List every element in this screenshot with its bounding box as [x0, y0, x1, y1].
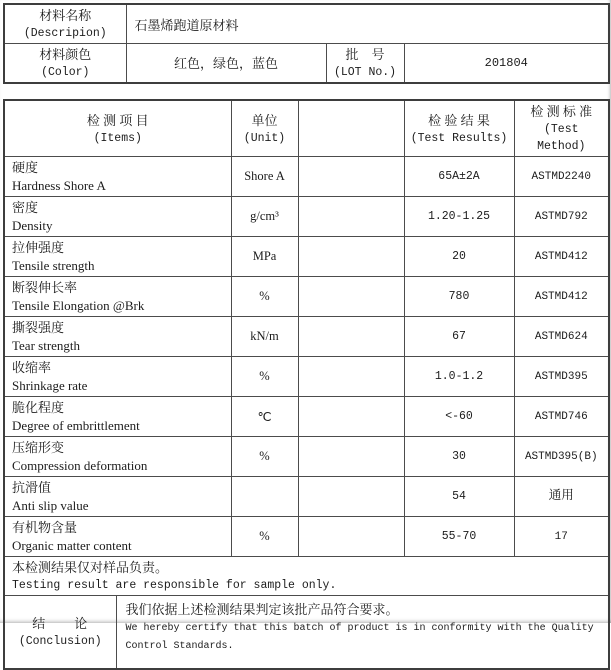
item-zh: 脆化程度 [12, 400, 65, 415]
conclusion-row [4, 596, 609, 670]
material-name-label-zh: 材料名称 [39, 8, 92, 23]
item-zh: 拉伸强度 [12, 240, 65, 255]
result-cell: <-60 [404, 397, 514, 437]
unit-cell: g/cm³ [231, 197, 298, 237]
unit-cell: % [231, 517, 298, 557]
lot-number-label [326, 44, 404, 84]
item-en: Organic matter content [12, 538, 132, 553]
unit-cell: ℃ [231, 397, 298, 437]
item-zh: 硬度 [12, 160, 39, 175]
conclusion-text-en: We hereby certify that this batch of product is in conformity with the Quality Control Standards. [125, 623, 594, 652]
item-zh: 撕裂强度 [12, 320, 65, 335]
results-header-row [4, 100, 609, 157]
item-en: Shrinkage rate [12, 378, 88, 393]
item-name-cell [4, 197, 231, 237]
test-row-shrinkage [4, 357, 609, 397]
test-row-hardness [4, 157, 609, 197]
blank-cell [298, 437, 404, 477]
item-zh: 压缩形变 [12, 440, 65, 455]
material-color-label [4, 44, 126, 84]
blank-cell [298, 357, 404, 397]
conclusion-label [4, 596, 116, 670]
blank-cell [298, 157, 404, 197]
item-name-cell [4, 357, 231, 397]
item-zh: 断裂伸长率 [12, 280, 78, 295]
col-header-items-zh: 检 测 项 目 [86, 112, 149, 128]
method-cell: ASTMD792 [514, 197, 609, 237]
col-header-items [4, 100, 231, 157]
test-row-tear-strength [4, 317, 609, 357]
test-results-table [3, 99, 610, 670]
unit-cell: % [231, 437, 298, 477]
result-cell: 1.20-1.25 [404, 197, 514, 237]
material-name-label-en: (Descripion) [23, 27, 107, 40]
col-header-results-en: (Test Results) [410, 131, 508, 145]
unit-cell: % [231, 277, 298, 317]
material-info-table [3, 3, 610, 84]
note-line-en: Testing result are responsible for sample only. [12, 579, 337, 592]
result-cell: 20 [404, 237, 514, 277]
item-name-cell [4, 437, 231, 477]
method-cell: ASTMD624 [514, 317, 609, 357]
item-zh: 密度 [12, 200, 39, 215]
result-cell: 65A±2A [404, 157, 514, 197]
material-color-label-zh: 材料颜色 [39, 47, 92, 62]
item-name-cell [4, 157, 231, 197]
result-cell: 55-70 [404, 517, 514, 557]
conclusion-label-en: (Conclusion) [18, 635, 102, 648]
lot-number-label-en: (LOT No.) [333, 66, 397, 79]
item-zh: 抗滑值 [12, 480, 52, 495]
note-row [4, 557, 609, 596]
material-color-row [4, 44, 609, 84]
item-name-cell [4, 477, 231, 517]
item-name-cell [4, 277, 231, 317]
conclusion-text [116, 596, 609, 670]
method-cell: 通用 [514, 477, 609, 517]
item-zh: 有机物含量 [12, 520, 78, 535]
item-en: Tensile Elongation @Brk [12, 298, 145, 313]
conclusion-label-zh: 结 论 [32, 616, 89, 631]
test-row-embrittlement [4, 397, 609, 437]
lot-number-value: 201804 [404, 44, 609, 84]
test-row-organic-content [4, 517, 609, 557]
blank-cell [298, 517, 404, 557]
unit-cell: Shore A [231, 157, 298, 197]
item-en: Hardness Shore A [12, 178, 106, 193]
col-header-method-en: (Test Method) [537, 123, 586, 153]
material-color-value: 红色，绿色，蓝色 [126, 44, 326, 84]
item-en: Compression deformation [12, 458, 148, 473]
col-header-blank [298, 100, 404, 157]
item-name-cell [4, 317, 231, 357]
method-cell: ASTMD395 [514, 357, 609, 397]
col-header-results [404, 100, 514, 157]
unit-cell: % [231, 357, 298, 397]
method-cell: ASTMD412 [514, 277, 609, 317]
item-en: Anti slip value [12, 498, 89, 513]
col-header-items-en: (Items) [93, 131, 142, 145]
test-row-anti-slip [4, 477, 609, 517]
col-header-results-zh: 检 验 结 果 [428, 112, 490, 128]
result-cell: 54 [404, 477, 514, 517]
material-name-row [4, 4, 609, 44]
result-cell: 1.0-1.2 [404, 357, 514, 397]
unit-cell: MPa [231, 237, 298, 277]
material-name-label [4, 4, 126, 44]
col-header-unit-en: (Unit) [243, 131, 286, 145]
test-row-elongation [4, 277, 609, 317]
item-en: Density [12, 218, 53, 233]
result-cell: 67 [404, 317, 514, 357]
material-name-value: 石墨烯跑道原材料 [126, 4, 609, 44]
unit-cell: kN/m [231, 317, 298, 357]
blank-cell [298, 397, 404, 437]
conclusion-text-zh: 我们依据上述检测结果判定该批产品符合要求。 [125, 602, 399, 617]
result-cell: 30 [404, 437, 514, 477]
test-row-compression [4, 437, 609, 477]
method-cell: ASTMD746 [514, 397, 609, 437]
method-cell: ASTMD2240 [514, 157, 609, 197]
result-cell: 780 [404, 277, 514, 317]
item-en: Degree of embrittlement [12, 418, 140, 433]
col-header-unit [231, 100, 298, 157]
method-cell: ASTMD395(B) [514, 437, 609, 477]
note-cell [4, 557, 609, 596]
col-header-method-zh: 检 测 标 准 [530, 104, 593, 119]
blank-cell [298, 477, 404, 517]
method-cell: ASTMD412 [514, 237, 609, 277]
blank-cell [298, 197, 404, 237]
item-en: Tensile strength [12, 258, 95, 273]
blank-cell [298, 317, 404, 357]
col-header-method [514, 100, 609, 157]
note-line-zh: 本检测结果仅对样品负责。 [12, 560, 169, 575]
blank-cell [298, 277, 404, 317]
item-name-cell [4, 237, 231, 277]
col-header-unit-zh: 单位 [251, 112, 278, 128]
blank-cell [298, 237, 404, 277]
material-color-label-en: (Color) [41, 66, 90, 79]
item-name-cell [4, 397, 231, 437]
method-cell: 17 [514, 517, 609, 557]
item-en: Tear strength [12, 338, 81, 353]
item-zh: 收缩率 [12, 360, 52, 375]
unit-cell [231, 477, 298, 517]
test-row-density [4, 197, 609, 237]
item-name-cell [4, 517, 231, 557]
lot-number-label-zh: 批 号 [345, 47, 385, 62]
test-row-tensile-strength [4, 237, 609, 277]
